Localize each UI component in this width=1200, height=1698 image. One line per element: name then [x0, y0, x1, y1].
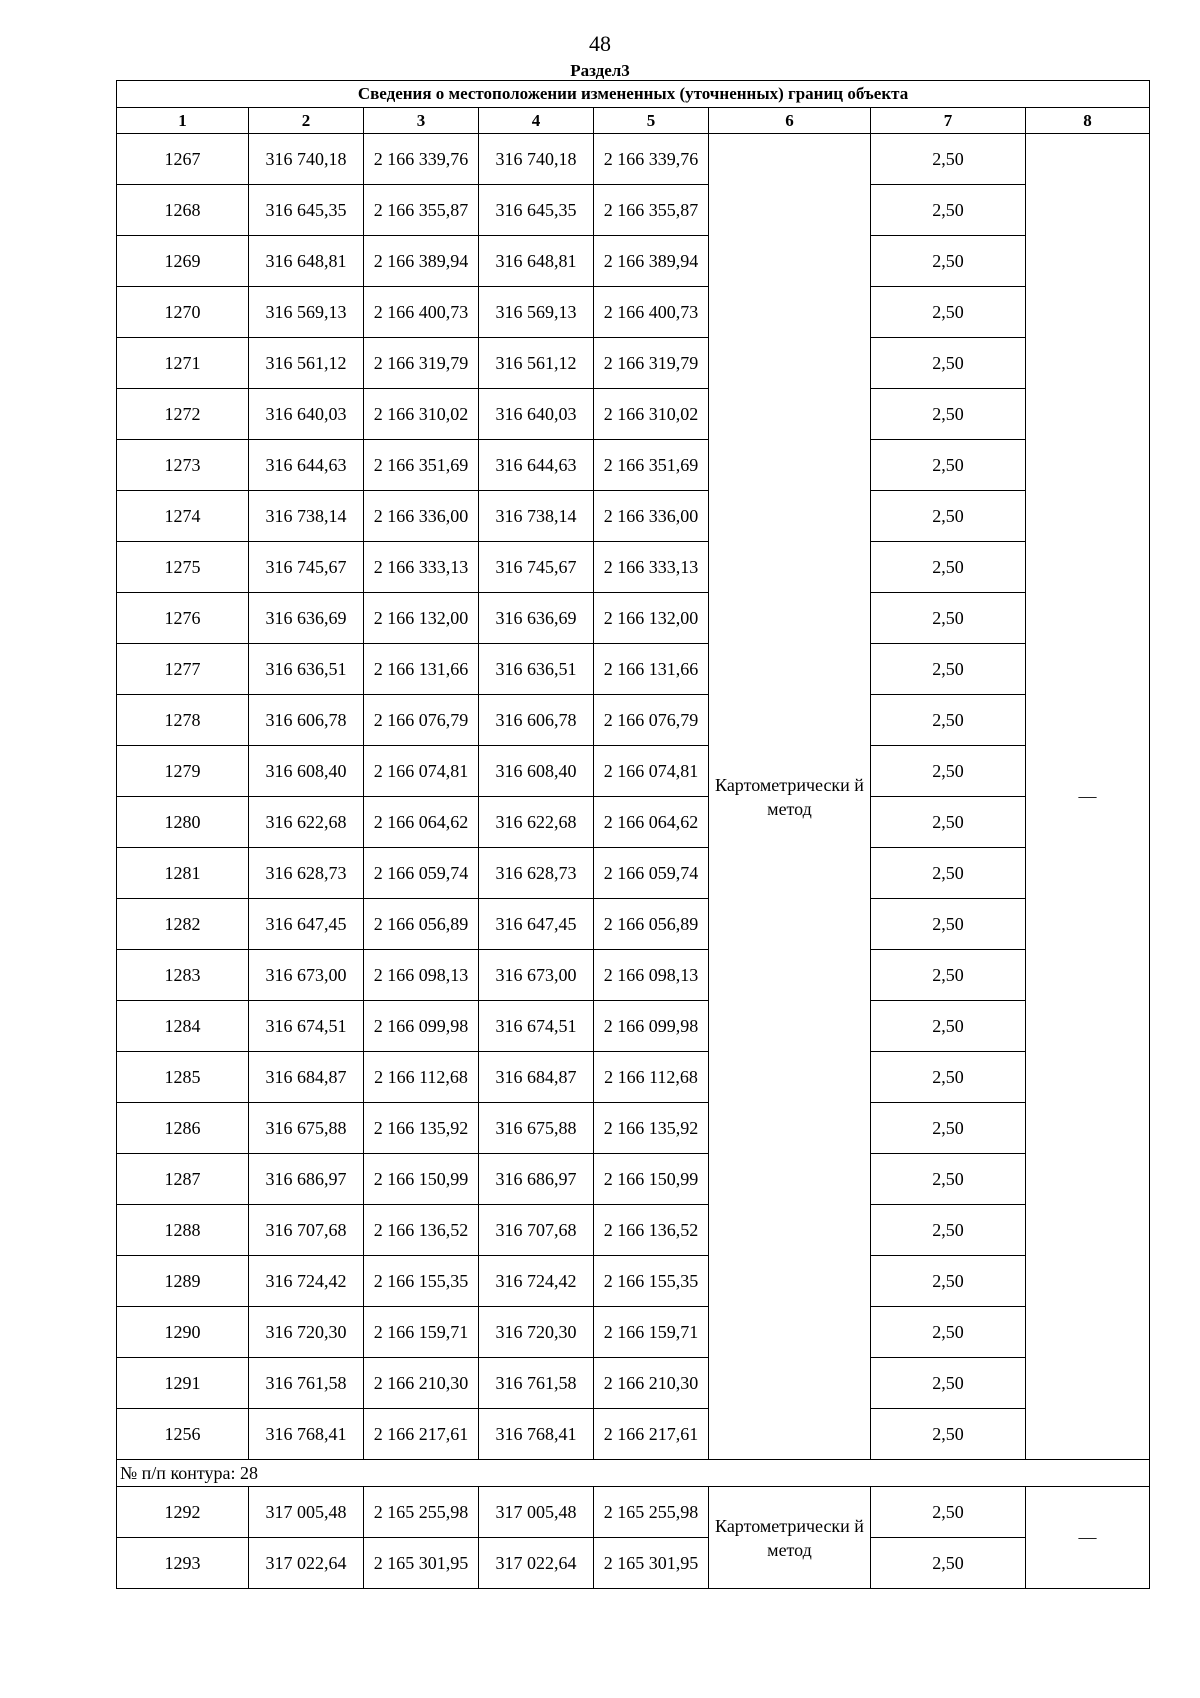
cell-c4: 316 648,81 [479, 236, 594, 287]
cell-n: 1277 [117, 644, 249, 695]
cell-c7: 2,50 [871, 185, 1026, 236]
cell-c4: 317 022,64 [479, 1538, 594, 1589]
col8-cell: — [1026, 134, 1150, 1460]
table-row [117, 287, 1150, 338]
column-number: 7 [871, 108, 1026, 134]
table-row [117, 491, 1150, 542]
cell-c3: 2 166 112,68 [364, 1052, 479, 1103]
table-row [117, 899, 1150, 950]
table-row [117, 1103, 1150, 1154]
cell-c4: 316 645,35 [479, 185, 594, 236]
cell-c2: 316 686,97 [249, 1154, 364, 1205]
cell-c2: 316 768,41 [249, 1409, 364, 1460]
column-number: 2 [249, 108, 364, 134]
cell-c4: 316 606,78 [479, 695, 594, 746]
cell-c2: 316 636,51 [249, 644, 364, 695]
cell-c4: 316 720,30 [479, 1307, 594, 1358]
cell-c7: 2,50 [871, 746, 1026, 797]
cell-c7: 2,50 [871, 1538, 1026, 1589]
cell-c7: 2,50 [871, 899, 1026, 950]
cell-c5: 2 166 112,68 [594, 1052, 709, 1103]
table-row [117, 389, 1150, 440]
cell-c2: 316 648,81 [249, 236, 364, 287]
table-row [117, 1409, 1150, 1460]
cell-c4: 316 686,97 [479, 1154, 594, 1205]
cell-c7: 2,50 [871, 1256, 1026, 1307]
cell-c4: 316 622,68 [479, 797, 594, 848]
cell-n: 1281 [117, 848, 249, 899]
cell-c5: 2 166 310,02 [594, 389, 709, 440]
cell-n: 1276 [117, 593, 249, 644]
table-row [117, 1001, 1150, 1052]
cell-n: 1278 [117, 695, 249, 746]
cell-n: 1267 [117, 134, 249, 185]
column-number: 6 [709, 108, 871, 134]
cell-c4: 316 561,12 [479, 338, 594, 389]
table-row [117, 1052, 1150, 1103]
cell-n: 1290 [117, 1307, 249, 1358]
cell-c3: 2 166 059,74 [364, 848, 479, 899]
table-row [117, 1307, 1150, 1358]
cell-c3: 2 166 074,81 [364, 746, 479, 797]
cell-c5: 2 166 076,79 [594, 695, 709, 746]
cell-c5: 2 166 159,71 [594, 1307, 709, 1358]
cell-n: 1271 [117, 338, 249, 389]
cell-c3: 2 166 131,66 [364, 644, 479, 695]
cell-c4: 316 740,18 [479, 134, 594, 185]
cell-c7: 2,50 [871, 389, 1026, 440]
cell-c7: 2,50 [871, 1001, 1026, 1052]
cell-c2: 316 761,58 [249, 1358, 364, 1409]
table-row [117, 797, 1150, 848]
cell-c2: 316 608,40 [249, 746, 364, 797]
boundary-coordinates-table [116, 80, 1150, 1589]
cell-c7: 2,50 [871, 1052, 1026, 1103]
cell-c5: 2 166 098,13 [594, 950, 709, 1001]
cell-c3: 2 166 355,87 [364, 185, 479, 236]
cell-n: 1287 [117, 1154, 249, 1205]
cell-c5: 2 166 336,00 [594, 491, 709, 542]
page-number: 48 [589, 31, 611, 56]
cell-c4: 316 628,73 [479, 848, 594, 899]
table-row [117, 440, 1150, 491]
table-row [117, 1256, 1150, 1307]
cell-c7: 2,50 [871, 848, 1026, 899]
cell-n: 1284 [117, 1001, 249, 1052]
contour-label: № п/п контура: 28 [117, 1460, 1150, 1487]
cell-c3: 2 166 136,52 [364, 1205, 479, 1256]
cell-c7: 2,50 [871, 236, 1026, 287]
table-row [117, 848, 1150, 899]
cell-c3: 2 166 099,98 [364, 1001, 479, 1052]
cell-c5: 2 166 099,98 [594, 1001, 709, 1052]
cell-c7: 2,50 [871, 1307, 1026, 1358]
cell-c4: 316 636,69 [479, 593, 594, 644]
cell-c4: 316 636,51 [479, 644, 594, 695]
cell-c5: 2 165 255,98 [594, 1487, 709, 1538]
cell-c5: 2 166 400,73 [594, 287, 709, 338]
column-number: 3 [364, 108, 479, 134]
table-row [117, 1487, 1150, 1538]
cell-n: 1270 [117, 287, 249, 338]
cell-n: 1269 [117, 236, 249, 287]
cell-c4: 316 640,03 [479, 389, 594, 440]
cell-c4: 316 724,42 [479, 1256, 594, 1307]
cell-c3: 2 166 159,71 [364, 1307, 479, 1358]
cell-n: 1274 [117, 491, 249, 542]
cell-c7: 2,50 [871, 644, 1026, 695]
cell-c5: 2 166 217,61 [594, 1409, 709, 1460]
cell-c5: 2 166 056,89 [594, 899, 709, 950]
cell-c2: 316 606,78 [249, 695, 364, 746]
cell-c3: 2 166 135,92 [364, 1103, 479, 1154]
cell-c5: 2 166 339,76 [594, 134, 709, 185]
cell-c5: 2 165 301,95 [594, 1538, 709, 1589]
table-row [117, 185, 1150, 236]
cell-c2: 316 745,67 [249, 542, 364, 593]
cell-c5: 2 166 135,92 [594, 1103, 709, 1154]
cell-c3: 2 166 150,99 [364, 1154, 479, 1205]
cell-n: 1291 [117, 1358, 249, 1409]
cell-c4: 316 647,45 [479, 899, 594, 950]
cell-c3: 2 166 064,62 [364, 797, 479, 848]
cell-c2: 316 561,12 [249, 338, 364, 389]
cell-c2: 316 738,14 [249, 491, 364, 542]
cell-c3: 2 166 400,73 [364, 287, 479, 338]
table-row [117, 593, 1150, 644]
column-number: 4 [479, 108, 594, 134]
col8-cell: — [1026, 1487, 1150, 1589]
cell-c4: 316 675,88 [479, 1103, 594, 1154]
cell-c2: 316 644,63 [249, 440, 364, 491]
cell-c2: 316 628,73 [249, 848, 364, 899]
cell-n: 1279 [117, 746, 249, 797]
cell-c5: 2 166 319,79 [594, 338, 709, 389]
cell-c2: 316 647,45 [249, 899, 364, 950]
table-row [117, 542, 1150, 593]
cell-c4: 316 707,68 [479, 1205, 594, 1256]
cell-c2: 316 673,00 [249, 950, 364, 1001]
cell-c3: 2 166 155,35 [364, 1256, 479, 1307]
cell-c5: 2 166 351,69 [594, 440, 709, 491]
cell-c3: 2 166 339,76 [364, 134, 479, 185]
table-row [117, 746, 1150, 797]
column-number: 5 [594, 108, 709, 134]
cell-c3: 2 166 132,00 [364, 593, 479, 644]
cell-c7: 2,50 [871, 1409, 1026, 1460]
cell-c4: 316 569,13 [479, 287, 594, 338]
cell-c2: 316 707,68 [249, 1205, 364, 1256]
cell-c7: 2,50 [871, 1205, 1026, 1256]
cell-c3: 2 166 217,61 [364, 1409, 479, 1460]
method-cell: Картометрически й метод [709, 134, 871, 1460]
cell-c7: 2,50 [871, 1358, 1026, 1409]
cell-n: 1289 [117, 1256, 249, 1307]
cell-c2: 316 724,42 [249, 1256, 364, 1307]
cell-c7: 2,50 [871, 1103, 1026, 1154]
cell-c4: 316 745,67 [479, 542, 594, 593]
table-row [117, 134, 1150, 185]
cell-c3: 2 166 389,94 [364, 236, 479, 287]
cell-c4: 316 608,40 [479, 746, 594, 797]
section-title: Раздел3 [570, 61, 630, 80]
cell-c3: 2 166 319,79 [364, 338, 479, 389]
cell-c4: 317 005,48 [479, 1487, 594, 1538]
cell-c2: 316 720,30 [249, 1307, 364, 1358]
cell-c2: 317 022,64 [249, 1538, 364, 1589]
cell-c4: 316 761,58 [479, 1358, 594, 1409]
cell-n: 1272 [117, 389, 249, 440]
cell-c3: 2 166 310,02 [364, 389, 479, 440]
cell-c4: 316 738,14 [479, 491, 594, 542]
table-row [117, 1205, 1150, 1256]
cell-c3: 2 166 333,13 [364, 542, 479, 593]
cell-c7: 2,50 [871, 695, 1026, 746]
cell-c2: 316 636,69 [249, 593, 364, 644]
cell-n: 1283 [117, 950, 249, 1001]
cell-c7: 2,50 [871, 950, 1026, 1001]
cell-c5: 2 166 136,52 [594, 1205, 709, 1256]
cell-c5: 2 166 074,81 [594, 746, 709, 797]
cell-c7: 2,50 [871, 1154, 1026, 1205]
cell-n: 1288 [117, 1205, 249, 1256]
cell-c2: 316 684,87 [249, 1052, 364, 1103]
table-row [117, 236, 1150, 287]
cell-n: 1256 [117, 1409, 249, 1460]
cell-c2: 316 675,88 [249, 1103, 364, 1154]
cell-c7: 2,50 [871, 491, 1026, 542]
cell-c7: 2,50 [871, 134, 1026, 185]
column-number: 8 [1026, 108, 1150, 134]
cell-c5: 2 166 389,94 [594, 236, 709, 287]
cell-n: 1292 [117, 1487, 249, 1538]
cell-c3: 2 166 210,30 [364, 1358, 479, 1409]
cell-c3: 2 166 098,13 [364, 950, 479, 1001]
table-body [117, 134, 1150, 1589]
cell-c5: 2 166 210,30 [594, 1358, 709, 1409]
cell-c5: 2 166 132,00 [594, 593, 709, 644]
cell-n: 1285 [117, 1052, 249, 1103]
cell-n: 1280 [117, 797, 249, 848]
cell-c2: 316 569,13 [249, 287, 364, 338]
cell-c2: 316 674,51 [249, 1001, 364, 1052]
column-number: 1 [117, 108, 249, 134]
cell-c3: 2 166 076,79 [364, 695, 479, 746]
cell-c7: 2,50 [871, 593, 1026, 644]
cell-c3: 2 166 056,89 [364, 899, 479, 950]
cell-c2: 316 622,68 [249, 797, 364, 848]
cell-c5: 2 166 131,66 [594, 644, 709, 695]
column-number-row [117, 108, 1150, 134]
cell-c4: 316 768,41 [479, 1409, 594, 1460]
cell-c7: 2,50 [871, 440, 1026, 491]
cell-c2: 316 640,03 [249, 389, 364, 440]
table-row [117, 1154, 1150, 1205]
table-row [117, 950, 1150, 1001]
cell-c7: 2,50 [871, 1487, 1026, 1538]
cell-c5: 2 166 155,35 [594, 1256, 709, 1307]
table-row [117, 1358, 1150, 1409]
cell-c3: 2 165 301,95 [364, 1538, 479, 1589]
cell-n: 1293 [117, 1538, 249, 1589]
cell-c7: 2,50 [871, 797, 1026, 848]
table-row [117, 338, 1150, 389]
cell-c3: 2 165 255,98 [364, 1487, 479, 1538]
cell-n: 1268 [117, 185, 249, 236]
cell-c5: 2 166 059,74 [594, 848, 709, 899]
cell-n: 1273 [117, 440, 249, 491]
table-row [117, 1538, 1150, 1589]
table-caption: Сведения о местоположении измененных (уточненных) границ объекта [117, 81, 1150, 108]
cell-n: 1286 [117, 1103, 249, 1154]
cell-c7: 2,50 [871, 338, 1026, 389]
cell-c2: 317 005,48 [249, 1487, 364, 1538]
cell-c3: 2 166 336,00 [364, 491, 479, 542]
cell-n: 1282 [117, 899, 249, 950]
cell-c4: 316 684,87 [479, 1052, 594, 1103]
cell-c7: 2,50 [871, 287, 1026, 338]
cell-c5: 2 166 333,13 [594, 542, 709, 593]
cell-c3: 2 166 351,69 [364, 440, 479, 491]
cell-n: 1275 [117, 542, 249, 593]
cell-c5: 2 166 150,99 [594, 1154, 709, 1205]
cell-c4: 316 644,63 [479, 440, 594, 491]
table-row [117, 644, 1150, 695]
cell-c4: 316 673,00 [479, 950, 594, 1001]
cell-c7: 2,50 [871, 542, 1026, 593]
cell-c5: 2 166 064,62 [594, 797, 709, 848]
cell-c2: 316 740,18 [249, 134, 364, 185]
cell-c2: 316 645,35 [249, 185, 364, 236]
cell-c4: 316 674,51 [479, 1001, 594, 1052]
contour-row [117, 1460, 1150, 1487]
table-row [117, 695, 1150, 746]
method-cell: Картометрически й метод [709, 1487, 871, 1589]
cell-c5: 2 166 355,87 [594, 185, 709, 236]
